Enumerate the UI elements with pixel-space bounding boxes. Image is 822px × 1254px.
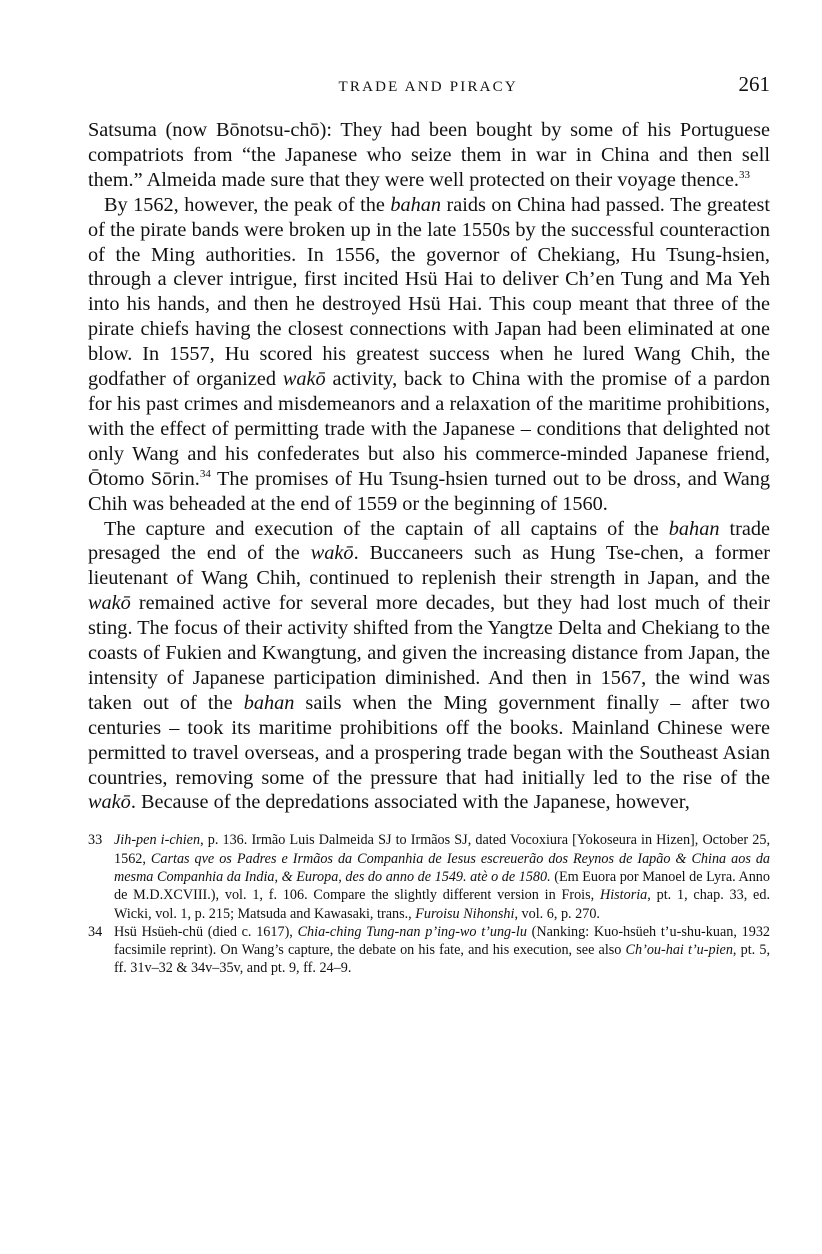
italic-text: wakō [88, 592, 131, 615]
italic-text: wakō [88, 791, 131, 814]
italic-text: bahan [390, 193, 442, 216]
italic-text: wakō [310, 542, 354, 565]
italic-text: wakō [282, 368, 326, 391]
footnote [88, 831, 770, 922]
italic-text: Chia-ching Tung-nan p’ing-wo t’ung-lu [297, 923, 527, 940]
footnote-number: 33 [88, 832, 103, 849]
italic-text: Cartas qve os Padres e Irmãos da Companhia de Iesus escreuerão dos Reynos de Iapão & China aos da mesma Companhia da India, & Europa, des do anno de 1549. atè o de 1580. [114, 850, 771, 885]
text-run: . Because of the depredations associated with the Japanese, however, [130, 791, 690, 814]
footnote-ref: 33 [739, 169, 750, 182]
text-run: . Buccaneers such as Hung Tse-chen, a former lieutenant of Wang Chih, continued to replenish their strength in Japan, and the [88, 542, 770, 590]
italic-text: Furoisu Nihonshi [415, 905, 515, 922]
footnote-text [114, 831, 770, 922]
running-header [88, 72, 770, 98]
footnotes [88, 831, 770, 977]
text-run: The capture and execution of the captain of all captains of the [104, 517, 669, 540]
book-page [88, 72, 770, 978]
footnote-text [114, 923, 770, 978]
italic-text: Historia [599, 887, 648, 904]
text-run: Hsü Hsüeh-chü (died c. 1617), [114, 923, 298, 940]
running-title: TRADE AND PIRACY [338, 79, 518, 95]
text-run: sails when the Ming government finally – after two centuries – took its maritime prohibitions off the books. Mainland Chinese were permitted to travel overseas, and a prospering trade began with the Southeast Asian countries, removing some of the pressure that had initially led to the rise of the [88, 691, 770, 789]
footnote-number: 34 [88, 923, 103, 940]
text-run: By 1562, however, the peak of the [104, 193, 391, 216]
italic-text: bahan [243, 691, 295, 714]
text-run: , pt. 1, chap. 33, ed. Wicki, vol. 1, p. 215; Matsuda and Kawasaki, trans., [114, 887, 770, 922]
italic-text: Ch’ou-hai t’u-pien [625, 942, 733, 959]
text-run: , pt. 5, ff. 31v–32 & 34v–35v, and pt. 9, ff. 24–9. [114, 942, 770, 977]
text-run: Satsuma (now Bōnotsu-chō): They had been bought by some of his Portuguese compatriots from “the Japanese who seize them in war in China and then sell them.” Almeida made sure that they were well protected on their voyage thence. [88, 119, 770, 191]
footnote-ref: 34 [199, 467, 211, 480]
paragraph [88, 517, 770, 816]
page-number: 261 [738, 72, 770, 96]
text-run: remained active for several more decades, but they had lost much of their sting. The focus of their activity shifted from the Yangtze Delta and Chekiang to the coasts of Fukien and Kwangtung, and given the increasing distance from Japan, the intensity of Japanese participation diminished. And then in 1567, the wind was taken out of the [88, 592, 770, 714]
body-text [88, 118, 770, 815]
italic-text: bahan [668, 517, 720, 540]
text-run: , p. 136. Irmão Luis Dalmeida SJ to Irmãos SJ, dated Vocoxiura [Yokoseura in Hizen], October 25, 1562, [114, 832, 770, 867]
text-run: raids on China had passed. The greatest of the pirate bands were broken up in the late 1550s by the successful counteraction of the Ming authorities. In 1556, the governor of Chekiang, Hu Tsung-hsien, through a clever intrigue, first incited Hsü Hai to deliver Ch’en Tung and Ma Yeh into his hands, and then he destroyed Hsü Hai. This coup meant that three of the pirate chiefs having the closest connections with Japan had been eliminated at one blow. In 1557, Hu scored his greatest success when he lured Wang Chih, the godfather of organized [88, 193, 770, 391]
paragraph [88, 193, 770, 517]
text-run: (Em Euora por Manoel de Lyra. Anno de M.D.XCVIII.), vol. 1, f. 106. Compare the slightly different version in Frois, [114, 868, 770, 904]
text-run: (Nanking: Kuo-hsüeh t’u-shu-kuan, 1932 facsimile reprint). On Wang’s capture, the debate on his fate, and his execution, see also [114, 923, 771, 959]
text-run: The promises of Hu Tsung-hsien turned out to be dross, and Wang Chih was beheaded at the end of 1559 or the beginning of 1560. [88, 467, 770, 515]
paragraph [88, 118, 770, 193]
italic-text: Jih-pen i-chien [114, 832, 201, 849]
text-run: trade presaged the end of the [88, 517, 770, 565]
text-run: activity, back to China with the promise of a pardon for his past crimes and misdemeanors and a relaxation of the maritime prohibitions, with the effect of permitting trade with the Japanese – conditions that delighted not only Wang and his confederates but also his commerce-minded Japanese friend, Ōtomo Sōrin. [88, 368, 770, 490]
footnote [88, 923, 770, 978]
text-run: , vol. 6, p. 270. [514, 905, 600, 922]
